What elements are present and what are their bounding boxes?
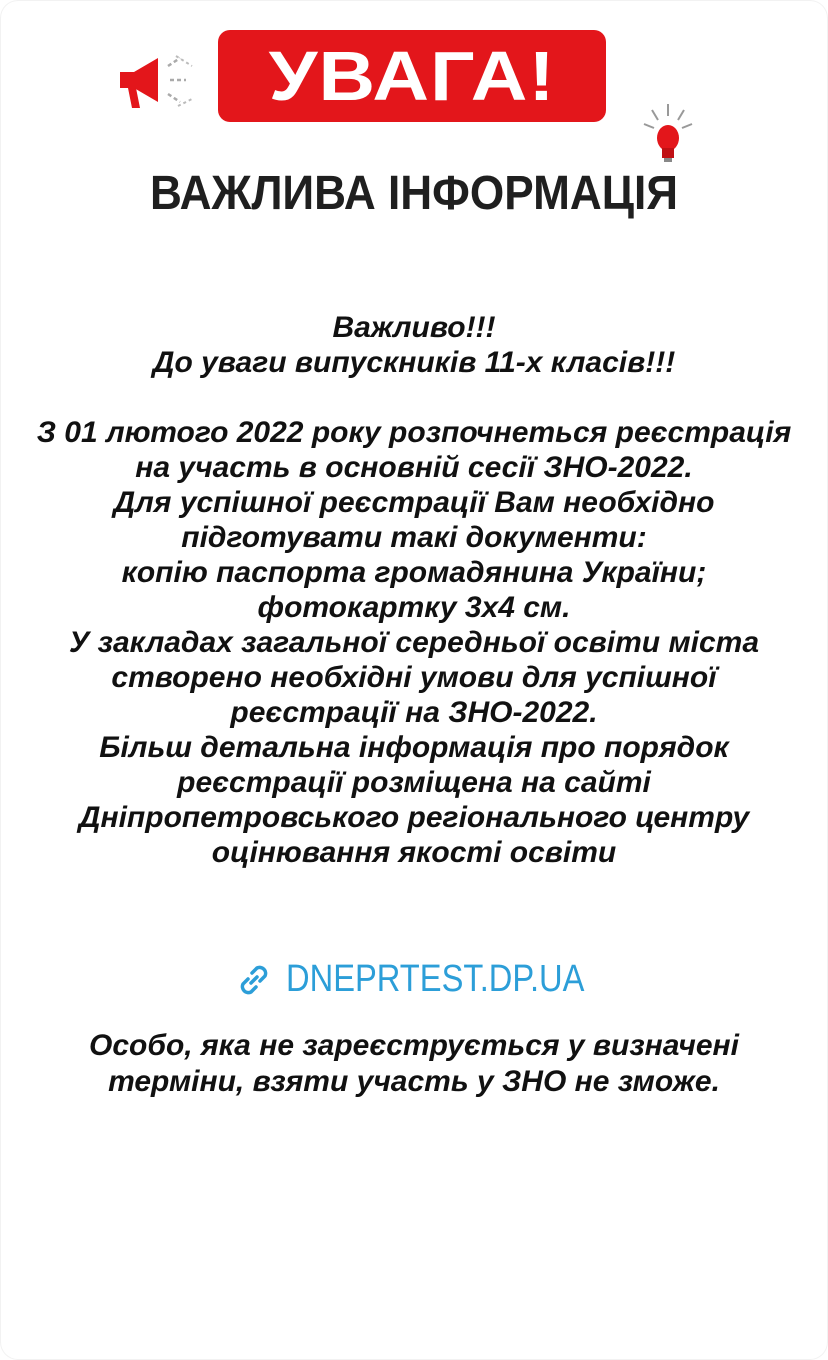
body-line: До уваги випускників 11-х класів!!! xyxy=(152,346,676,379)
paragraph-gap xyxy=(20,380,808,415)
body-line: підготувати такі документи: xyxy=(181,521,647,554)
body-line: копію паспорта громадянина України; xyxy=(121,556,707,589)
body-line: Важливо!!! xyxy=(332,311,496,344)
body-line: створено необхідні умови для успішної xyxy=(111,661,717,694)
body-line: реєстрації розміщена на сайті xyxy=(177,766,651,799)
footer-line: терміни, взяти участь у ЗНО не зможе. xyxy=(108,1065,720,1098)
warning-banner xyxy=(218,30,606,122)
link-label[interactable]: DNEPRTEST.DP.UA xyxy=(286,958,585,1000)
footer-line: Особо, яка не зареєструється у визначені xyxy=(89,1029,739,1062)
body-line: З 01 лютого 2022 року розпочнеться реєстрація xyxy=(36,416,792,449)
light-bulb-icon xyxy=(638,102,698,168)
body-line: фотокартку 3х4 см. xyxy=(257,591,571,624)
body-line: Більш детальна інформація про порядок xyxy=(99,731,729,764)
body-line: У закладах загальної середньої освіти міста xyxy=(68,626,760,659)
website-link[interactable] xyxy=(0,958,828,1001)
body-line: Для успішної реєстрації Вам необхідно xyxy=(113,486,715,519)
body-line: Дніпропетровського регіонального центру xyxy=(78,801,750,834)
banner-title: УВАГА! xyxy=(268,37,556,115)
body-line: оцінювання якості освіти xyxy=(211,836,617,869)
megaphone-icon xyxy=(114,52,210,116)
page-subtitle: ВАЖЛИВА ІНФОРМАЦІЯ xyxy=(149,167,679,220)
announcement-body xyxy=(20,310,808,870)
body-line: реєстрації на ЗНО-2022. xyxy=(230,696,598,729)
body-line: на участь в основній сесії ЗНО-2022. xyxy=(135,451,693,484)
footer-note xyxy=(20,1028,808,1100)
link-icon xyxy=(234,960,274,1000)
